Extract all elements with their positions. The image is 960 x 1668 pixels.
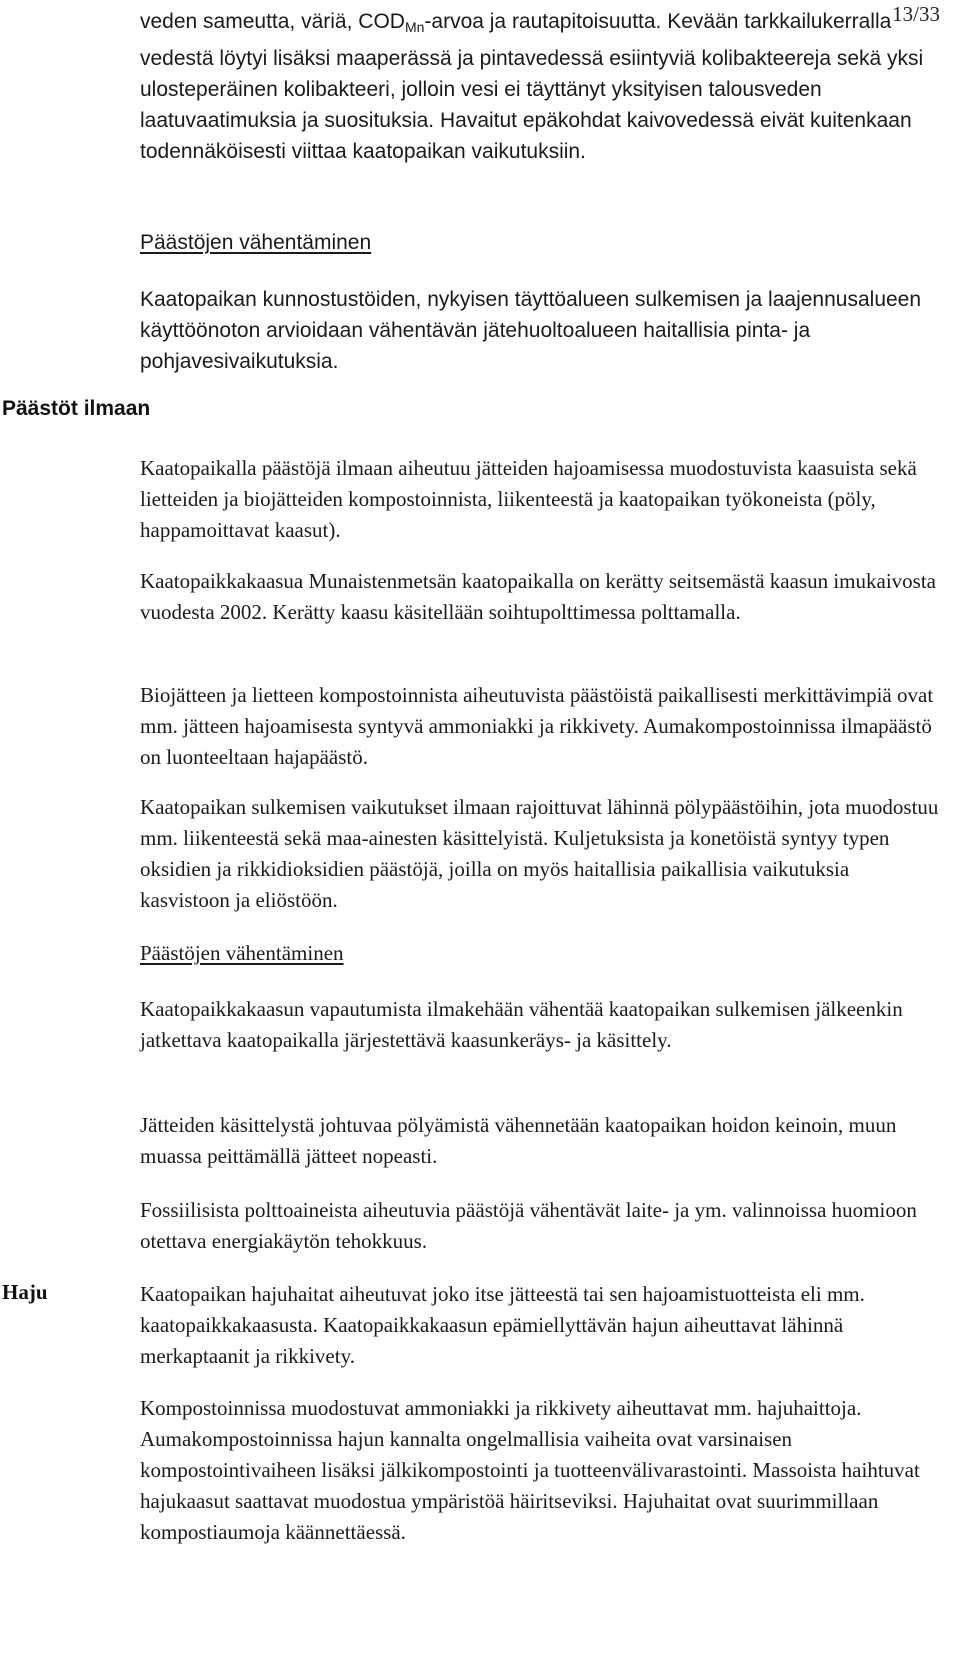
air-paragraph-4: Kaatopaikan sulkemisen vaikutukset ilmaan rajoittuvat lähinnä pölypäästöihin, jota muodostuu mm. liikenteestä sekä maa-ainesten käsittelyistä. Kuljetuksista ja konetöistä syntyy typen oksidien ja rikkidioksidien päästöjä, joilla on myös haitallisia paikallisia vaikutuksia kasvistoon ja eliöstöön. (140, 795, 939, 912)
odour-heading: Haju (2, 1280, 48, 1304)
odour-paragraph-1: Kaatopaikan hajuhaitat aiheutuvat joko itse jätteestä tai sen hajoamistuotteista eli mm. kaatopaikkakaasusta. Kaatopaikkakaasun epämiellyttävän hajun aiheuttavat lähinnä merkaptaanit ja rikkivety. (140, 1282, 865, 1368)
reduction-paragraph-2: Jätteiden käsittelystä johtuvaa pölyämistä vähennetään kaatopaikan hoidon keinoin, muun muassa peittämällä jätteet nopeasti. (140, 1113, 897, 1168)
reduction-heading-air: Päästöjen vähentäminen (140, 941, 344, 965)
air-paragraph-2: Kaatopaikkakaasua Munaistenmetsän kaatopaikalla on kerätty seitsemästä kaasun imukaivosta vuodesta 2002. Kerätty kaasu käsitellään soihtupolttimessa polttamalla. (140, 569, 936, 624)
air-paragraph-1: Kaatopaikalla päästöjä ilmaan aiheutuu jätteiden hajoamisessa muodostuvista kaasuista sekä lietteiden ja biojätteiden kompostoinnista, liikenteestä ja kaatopaikan työkoneista (pöly, happamoittavat kaasut). (140, 456, 917, 542)
reduction-paragraph-3: Fossiilisista polttoaineista aiheutuvia päästöjä vähentävät laite- ja ym. valinnoissa huomioon otettava energiakäytön tehokkuus. (140, 1198, 917, 1253)
odour-paragraph-2: Kompostoinnissa muodostuvat ammoniakki ja rikkivety aiheuttavat mm. hajuhaittoja. Aumakompostoinnissa hajun kannalta ongelmallisia vaiheita ovat varsinaisen kompostointivaiheen lisäksi jälkikompostointi ja tuotteenvälivarastointi. Massoista haihtuvat hajukaasut saattavat muodostua ympäristöä häiritseviksi. Hajuhaitat ovat suurimmillaan kompostiaumoja käännettäessä. (140, 1396, 920, 1544)
intro-text-part2: -arvoa ja rautapitoisuutta. Kevään tarkkailukerralla vedestä löytyi lisäksi maaperässä ja pintavedessä esiintyviä kolibakteereja sekä yksi ulosteperäinen kolibakteeri, jolloin vesi ei täyttänyt yksityisen talousveden laatuvaatimuksia ja suosituksia. Havaitut epäkohdat kaivovedessä eivät kuitenkaan todennäköisesti viittaa kaatopaikan vaikutuksiin. (140, 10, 924, 163)
intro-text-part1: veden sameutta, väriä, COD (140, 10, 405, 33)
air-emissions-heading: Päästöt ilmaan (2, 397, 151, 420)
reduction-paragraph-1: Kaatopaikkakaasun vapautumista ilmakehään vähentää kaatopaikan sulkemisen jälkeenkin jatkettava kaatopaikalla järjestettävä kaasunkeräys- ja käsittely. (140, 997, 903, 1052)
page-number: 13/33 (892, 2, 940, 26)
reduction-heading-water: Päästöjen vähentäminen (140, 231, 372, 254)
air-paragraph-3: Biojätteen ja lietteen kompostoinnista aiheutuvista päästöistä paikallisesti merkittävimpiä ovat mm. jätteen hajoamisesta syntyvä ammoniakki ja rikkivety. Aumakompostoinnissa ilmapäästö on luonteeltaan hajapäästö. (140, 683, 934, 769)
intro-paragraph (140, 6, 940, 167)
cod-subscript: Mn (404, 19, 425, 35)
reduction-text-water: Kaatopaikan kunnostustöiden, nykyisen täyttöalueen sulkemisen ja laajennusalueen käyttöönoton arvioidaan vähentävän jätehuoltoalueen haitallisia pinta- ja pohjavesivaikutuksia. (140, 288, 922, 373)
